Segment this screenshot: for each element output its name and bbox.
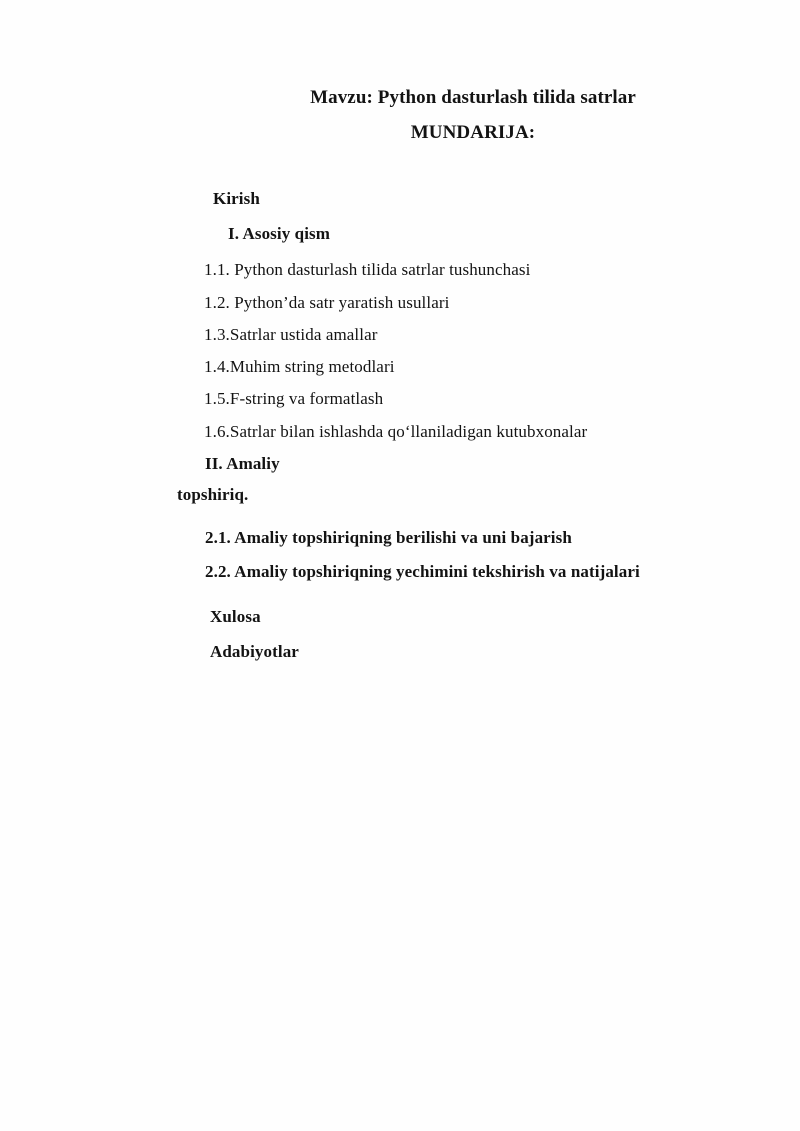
toc-entry-adabiyotlar: Adabiyotlar	[210, 642, 299, 661]
toc-entry-part2-heading-line2: topshiriq.	[177, 485, 249, 504]
toc-entry-1-3: 1.3.Satrlar ustida amallar	[204, 325, 378, 344]
document-title: Mavzu: Python dasturlash tilida satrlar	[310, 87, 636, 108]
toc-entry-part1-heading: I. Asosiy qism	[228, 224, 331, 243]
toc-entry-kirish: Kirish	[213, 189, 260, 208]
toc-entry-2-2: 2.2. Amaliy topshiriqning yechimini tekshirish va natijalari	[205, 562, 640, 581]
toc-entry-1-6: 1.6.Satrlar bilan ishlashda qo‘llaniladigan kutubxonalar	[204, 422, 588, 441]
toc-entry-xulosa: Xulosa	[210, 607, 261, 626]
toc-entry-part2-heading-line1: II. Amaliy	[205, 454, 280, 473]
toc-entry-2-1: 2.1. Amaliy topshiriqning berilishi va uni bajarish	[205, 528, 572, 547]
toc-heading: MUNDARIJA:	[410, 122, 536, 143]
toc-entry-1-4: 1.4.Muhim string metodlari	[204, 357, 395, 376]
toc-entry-1-2: 1.2. Python’da satr yaratish usullari	[204, 293, 450, 312]
toc-entry-1-5: 1.5.F-string va formatlash	[204, 389, 384, 408]
toc-entry-1-1: 1.1. Python dasturlash tilida satrlar tushunchasi	[204, 260, 531, 279]
